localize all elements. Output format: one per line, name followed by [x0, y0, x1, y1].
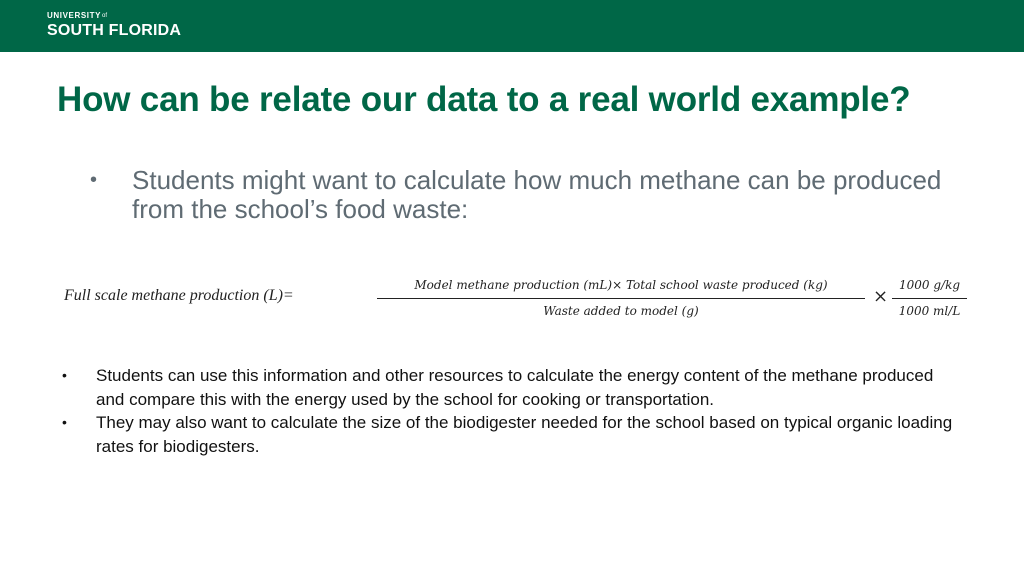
bullet-dot: •	[62, 367, 67, 383]
formula-fraction-conversion-numerator: 1000 g/kg	[892, 275, 967, 299]
logo-university-text: UNIVERSITYof	[47, 11, 108, 20]
logo-of-text: of	[102, 13, 108, 19]
list-item-text: Students can use this information and other resources to calculate the energy content of the methane produced and compare this with the energy used by the school for cooking or transportation.	[96, 366, 934, 409]
list-item-text: They may also want to calculate the size of the biodigester needed for the school based on typical organic loading rates for biodigesters.	[96, 413, 953, 456]
bullet-dot: •	[62, 414, 67, 430]
formula-fraction-main-numerator: Model methane production (mL)× Total school waste produced (kg)	[377, 275, 865, 299]
formula-fraction-conversion-denominator: 1000 ml/L	[898, 304, 961, 318]
header-bar	[0, 0, 1024, 52]
logo-south-florida-text: SOUTH FLORIDA	[47, 22, 182, 39]
usf-logo	[47, 11, 181, 40]
formula-times-operator: ×	[873, 286, 889, 307]
list-item	[62, 411, 962, 458]
formula-fraction-main-denominator: Waste added to model (g)	[543, 304, 699, 318]
methane-formula	[64, 275, 984, 323]
list-item	[62, 364, 962, 411]
main-bullet-text: Students might want to calculate how much methane can be produced from the school’s food waste:	[132, 165, 942, 224]
slide-title: How can be relate our data to a real world example?	[57, 80, 911, 119]
formula-lhs: Full scale methane production (L)=	[64, 287, 294, 304]
sub-bullet-list	[62, 364, 962, 458]
formula-fraction-main	[377, 275, 865, 321]
formula-fraction-conversion	[892, 275, 967, 321]
bullet-dot: •	[90, 169, 98, 191]
